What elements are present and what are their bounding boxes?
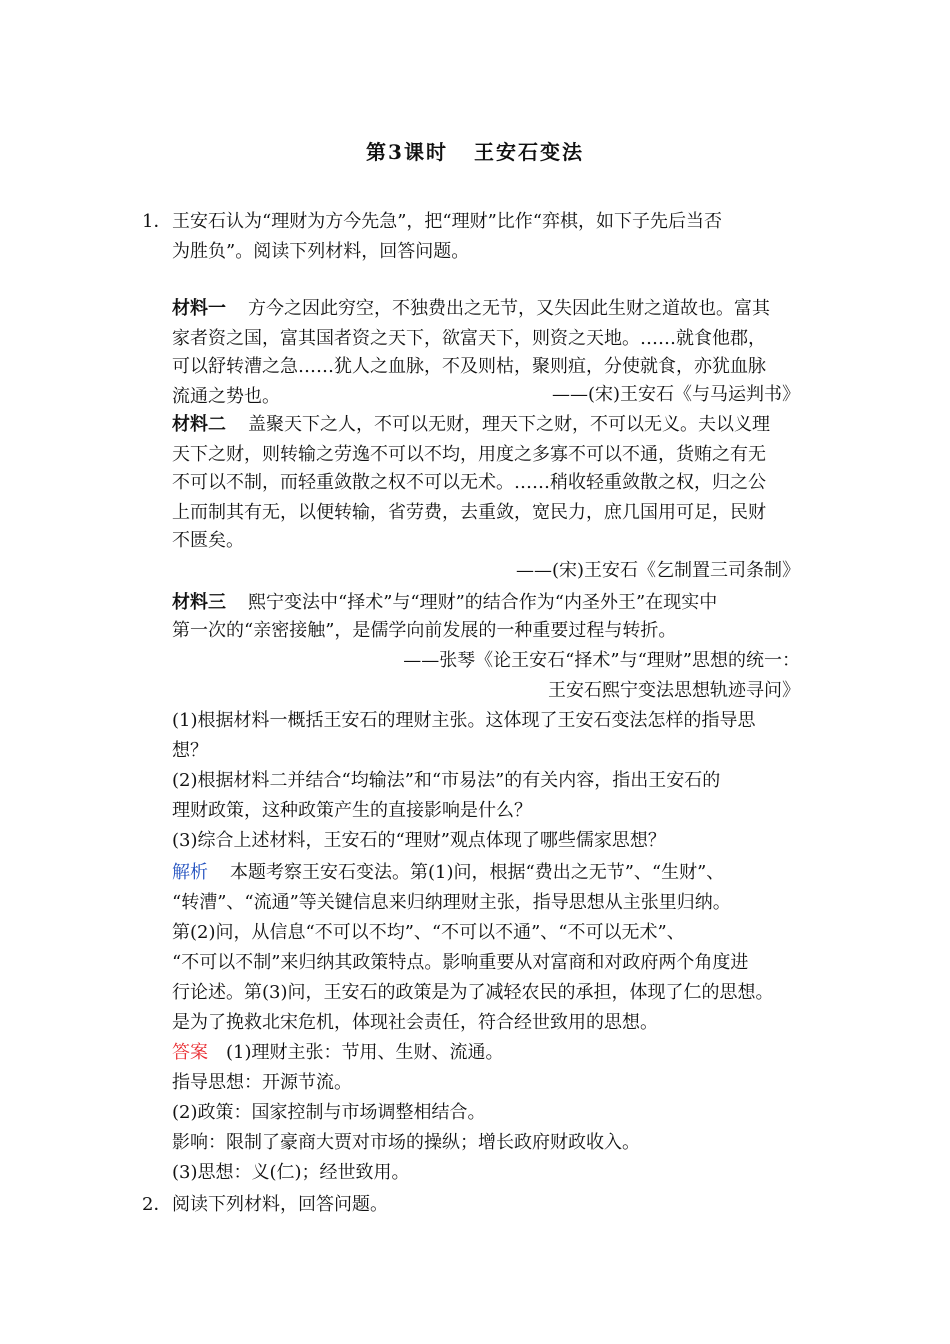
answer xyxy=(172,1039,504,1067)
question-stem: 阅读下列材料，回答问题。 xyxy=(172,1194,388,1215)
material-2 xyxy=(172,411,770,439)
analysis-text: “转漕”、“流通”等关键信息来归纳理财主张，指导思想从主张里归纳。 xyxy=(172,892,731,913)
question-number: 2． xyxy=(142,1194,172,1215)
sub-question-2: 理财政策，这种政策产生的直接影响是什么？ xyxy=(172,800,532,821)
answer-text: (2)政策：国家控制与市场调整相结合。 xyxy=(172,1102,486,1123)
analysis-text: 是为了挽救北宋危机，体现社会责任，符合经世致用的思想。 xyxy=(172,1012,658,1033)
answer-text: (3)思想：义(仁)；经世致用。 xyxy=(172,1162,410,1183)
sub-question-3: (3)综合上述材料，王安石的“理财”观点体现了哪些儒家思想？ xyxy=(172,830,666,851)
page-title xyxy=(0,136,950,165)
material-label: 材料二 xyxy=(172,414,226,435)
lesson-title: 王安石变法 xyxy=(473,140,584,164)
answer-text: 指导思想：开源节流。 xyxy=(172,1072,352,1093)
question-stem: 王安石认为“理财为方今先急”，把“理财”比作“弈棋，如下子先后当否 xyxy=(172,211,723,232)
material-text: 熙宁变法中“择术”与“理财”的结合作为“内圣外王”在现实中 xyxy=(248,592,718,613)
analysis-label: 解析 xyxy=(172,862,208,883)
sub-question-2: (2)根据材料二并结合“均输法”和“市易法”的有关内容，指出王安石的 xyxy=(172,770,721,791)
analysis-text: “不可以不制”来归纳其政策特点。影响重要从对富商和对政府两个角度进 xyxy=(172,952,749,973)
question-number: 1． xyxy=(142,211,172,232)
material-text: 可以舒转漕之急……犹人之血脉，不及则枯，聚则疽，分使就食，亦犹血脉 xyxy=(172,356,766,377)
material-text: 流通之势也。 xyxy=(172,386,280,407)
material-source: ——张琴《论王安石“择术”与“理财”思想的统一： xyxy=(403,650,800,671)
analysis xyxy=(172,859,724,887)
lesson-number: 第3课时 xyxy=(366,140,448,164)
analysis-text: 第(2)问，从信息“不可以不均”、“不可以不通”、“不可以无术”、 xyxy=(172,922,685,943)
sub-question-1: 想？ xyxy=(172,740,208,761)
answer-text: (1)理财主张：节用、生财、流通。 xyxy=(226,1042,504,1063)
answer-text: 影响：限制了豪商大贾对市场的操纵；增长政府财政收入。 xyxy=(172,1132,640,1153)
material-text: 家者资之国，富其国者资之天下，欲富天下，则资之天地。……就食他郡， xyxy=(172,328,766,349)
material-label: 材料一 xyxy=(172,298,226,319)
material-3 xyxy=(172,589,717,617)
sub-question-1: (1)根据材料一概括王安石的理财主张。这体现了王安石变法怎样的指导思 xyxy=(172,710,756,731)
material-text: 天下之财，则转输之劳逸不可以不均，用度之多寡不可以不通，货贿之有无 xyxy=(172,444,766,465)
material-text: 第一次的“亲密接触”，是儒学向前发展的一种重要过程与转折。 xyxy=(172,620,677,641)
question-stem: 为胜负”。阅读下列材料，回答问题。 xyxy=(172,241,470,262)
material-source: ——(宋)王安石《乞制置三司条制》 xyxy=(515,560,800,581)
material-source: 王安石熙宁变法思想轨迹寻问》 xyxy=(548,680,800,701)
material-text: 不匮矣。 xyxy=(172,530,244,551)
analysis-text: 本题考察王安石变法。第(1)问，根据“费出之无节”、“生财”、 xyxy=(230,862,725,883)
material-text: 上而制其有无，以便转输，省劳费，去重敛，宽民力，庶几国用可足，民财 xyxy=(172,502,766,523)
material-1 xyxy=(172,295,770,323)
material-source: ——(宋)王安石《与马运判书》 xyxy=(551,384,800,405)
material-text: 盖聚天下之人，不可以无财，理天下之财，不可以无义。夫以义理 xyxy=(248,414,770,435)
material-text: 方今之因此穷空，不独费出之无节，又失因此生财之道故也。富其 xyxy=(248,298,770,319)
answer-label: 答案 xyxy=(172,1042,208,1063)
analysis-text: 行论述。第(3)问，王安石的政策是为了减轻农民的承担，体现了仁的思想。 xyxy=(172,982,774,1003)
material-text: 不可以不制，而轻重敛散之权不可以无术。……稍收轻重敛散之权，归之公 xyxy=(172,472,766,493)
material-label: 材料三 xyxy=(172,592,226,613)
